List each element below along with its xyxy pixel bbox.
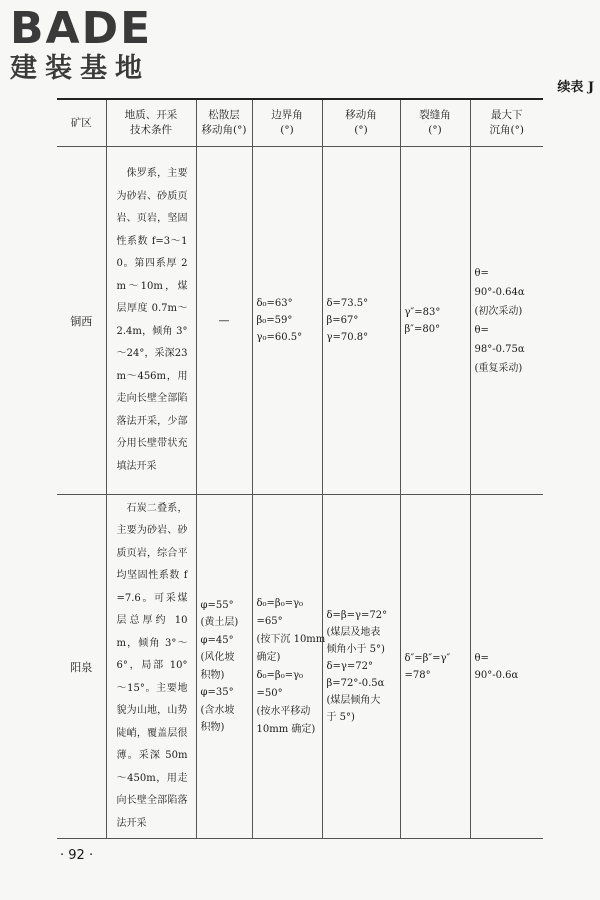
header-boundary-angle: 边界角 (°) xyxy=(252,99,322,147)
loose-layer-angle-value: φ=45° xyxy=(200,634,234,646)
movement-angle-value-list xyxy=(323,607,400,726)
geology-conditions-text: 石炭二叠系，主要为砂岩、砂质页岩，综合平均坚固性系数 f=7.6。可采煤层总厚约 10m，倾角 3°～6°，局部 10°～15°。主要地貌为山地，山势陡峭，覆盖层很薄。采深 50m～450m，用走向长壁全部陷落法开采 xyxy=(116,502,188,829)
max-subsidence-value: θ= xyxy=(474,652,489,664)
max-subsidence-value: 90°-0.64α xyxy=(474,286,525,298)
continued-table-label: 续表 J xyxy=(557,80,594,95)
table-header-row xyxy=(57,99,543,147)
movement-angle-value: δ=γ=72° xyxy=(326,661,373,672)
header-max-subsidence-angle: 最大下 沉角(°) xyxy=(470,99,543,147)
loose-layer-angle-cell: — xyxy=(196,147,252,495)
boundary-angle-value-list xyxy=(253,295,322,346)
max-subsidence-value: θ= xyxy=(474,324,489,336)
movement-angle-value: (煤层及地表 xyxy=(326,627,381,638)
crack-angle-cell xyxy=(400,147,470,495)
max-subsidence-value: (重复采动) xyxy=(474,362,523,374)
loose-layer-angle-value: (含水坡 xyxy=(200,704,235,716)
max-subsidence-value: 98°-0.75α xyxy=(474,343,525,355)
boundary-angle-cell xyxy=(252,495,326,839)
movement-angle-value: (煤层倾角大 xyxy=(326,695,381,706)
header-movement-angle: 移动角 (°) xyxy=(322,99,400,147)
movement-angle-cell xyxy=(322,495,400,839)
movement-angle-value: 于 5°) xyxy=(326,712,355,723)
movement-angle-value: γ=70.8° xyxy=(326,332,369,343)
crack-angle-value-list xyxy=(401,304,470,338)
movement-angle-value: δ=β=γ=72° xyxy=(326,610,388,621)
max-subsidence-value-list xyxy=(471,650,544,684)
mining-parameters-table xyxy=(57,98,543,839)
boundary-angle-value: (按水平移动 xyxy=(256,705,311,717)
loose-layer-angle-value: 积物) xyxy=(200,722,225,733)
boundary-angle-value: 确定) xyxy=(256,651,281,663)
header-geology-conditions: 地质、开采 技术条件 xyxy=(106,99,196,147)
max-subsidence-angle-cell xyxy=(470,495,543,839)
loose-layer-angle-value: 积物) xyxy=(200,669,225,681)
boundary-angle-value: =65° xyxy=(256,615,283,627)
loose-layer-angle-cell xyxy=(196,495,252,839)
table-row xyxy=(57,495,543,839)
mining-area-name: 阳泉 xyxy=(57,495,106,839)
geology-conditions-text: 侏罗系，主要为砂岩、砂质页岩、页岩，坚固性系数 f=3～10。第四系厚 2m～10m，煤层厚度 0.7m～2.4m，倾角 3°～24°，采深23m～456m，用走向长壁全部陷落法开采，少部分用长壁带状充填法开采 xyxy=(116,168,188,472)
boundary-angle-value: δ₀=β₀=γ₀ xyxy=(256,669,304,681)
geology-conditions-cell xyxy=(106,147,196,495)
header-loose-layer-angle: 松散层 移动角(°) xyxy=(196,99,252,147)
movement-angle-value: 倾角小于 5°) xyxy=(326,644,385,655)
crack-angle-value: δ″=β″=γ″ xyxy=(404,652,451,664)
boundary-angle-value: δ₀=63° xyxy=(256,298,293,309)
loose-layer-angle-value: (黄土层) xyxy=(200,617,239,628)
boundary-angle-cell xyxy=(252,147,322,495)
max-subsidence-angle-cell xyxy=(470,147,543,495)
crack-angle-cell xyxy=(400,495,470,839)
boundary-angle-value: =50° xyxy=(256,687,283,699)
boundary-angle-value: (按下沉 10mm xyxy=(256,633,326,645)
movement-angle-value-list xyxy=(323,295,400,346)
geology-conditions-cell xyxy=(106,495,196,839)
max-subsidence-value-list xyxy=(471,264,544,378)
crack-angle-value: β″=80° xyxy=(404,323,441,335)
max-subsidence-value: 90°-0.6α xyxy=(474,669,519,681)
brand-logo xyxy=(10,3,180,84)
boundary-angle-value-list xyxy=(253,595,326,739)
movement-angle-value: β=67° xyxy=(326,315,359,326)
movement-angle-value: δ=73.5° xyxy=(326,298,369,309)
header-crack-angle: 裂缝角 (°) xyxy=(400,99,470,147)
table-row xyxy=(57,147,543,495)
crack-angle-value: γ″=83° xyxy=(404,306,441,318)
loose-layer-angle-value-list xyxy=(197,597,252,737)
boundary-angle-value: 10mm 确定) xyxy=(256,723,316,735)
boundary-angle-value: δ₀=β₀=γ₀ xyxy=(256,597,304,609)
boundary-angle-value: γ₀=60.5° xyxy=(256,332,303,343)
header-mining-area: 矿区 xyxy=(57,99,106,147)
mining-area-name: 铜西 xyxy=(57,147,106,495)
loose-layer-angle-value: (风化坡 xyxy=(200,652,235,663)
boundary-angle-value: β₀=59° xyxy=(256,315,293,326)
crack-angle-value: =78° xyxy=(404,669,431,681)
max-subsidence-value: θ= xyxy=(474,267,489,279)
crack-angle-value-list xyxy=(401,650,470,684)
loose-layer-angle-value: φ=55° xyxy=(200,599,234,611)
logo-wordmark: BADE xyxy=(10,3,153,54)
page-number: · 92 · xyxy=(60,848,94,863)
loose-layer-angle-value: φ=35° xyxy=(200,687,234,698)
movement-angle-value: β=72°-0.5α xyxy=(326,678,385,689)
max-subsidence-value: (初次采动) xyxy=(474,305,523,317)
logo-subtitle: 建装基地 xyxy=(10,53,150,84)
movement-angle-cell xyxy=(322,147,400,495)
